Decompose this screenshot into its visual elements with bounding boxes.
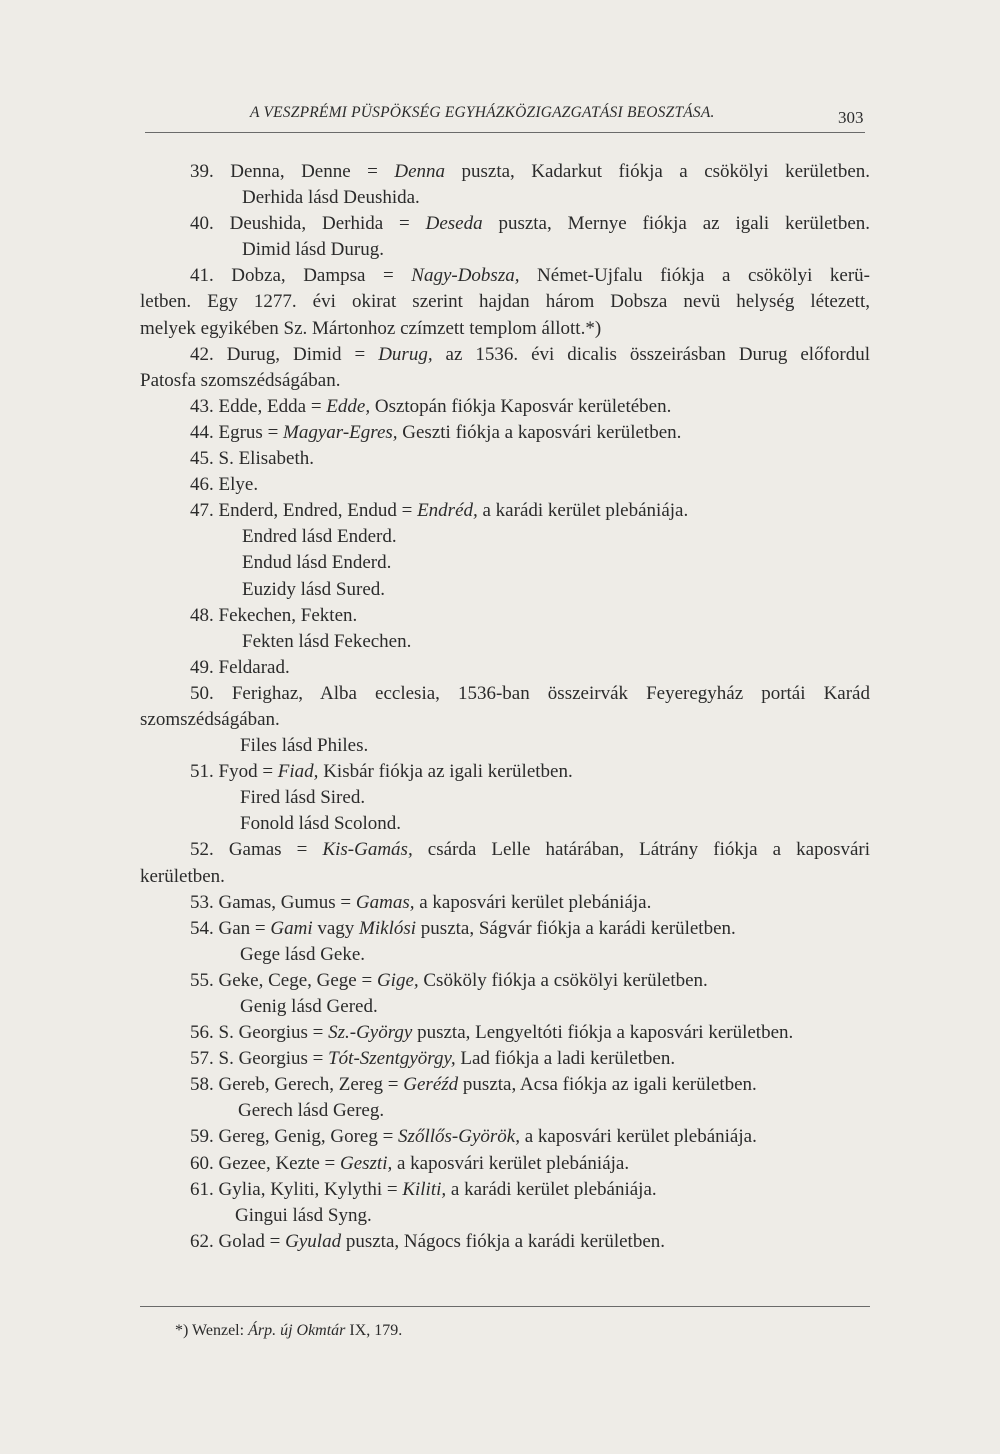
text-segment: puszta, Lengyeltóti fiókja a kaposvári kerületben.: [412, 1022, 794, 1044]
italic-placename: Árp. új Okmtár: [248, 1322, 346, 1339]
text-segment: IX, 179.: [345, 1322, 403, 1339]
entry-line: [140, 498, 870, 524]
text-segment: Fired lásd Sired.: [240, 787, 366, 809]
text-segment: 48. Fekechen, Fekten.: [190, 604, 358, 626]
text-segment: szomszédságában.: [140, 708, 280, 730]
text-segment: Fonold lásd Scolond.: [240, 813, 401, 835]
entry-line: [140, 446, 870, 472]
text-segment: 50. Ferighaz, Alba ecclesia, 1536-ban összeirvák Feyeregyház portái Karád: [190, 682, 870, 704]
text-segment: Lad fiókja a ladi kerületben.: [455, 1048, 676, 1070]
italic-placename: Denna: [394, 161, 446, 182]
italic-placename: Szőllős-Györök,: [398, 1126, 520, 1148]
text-segment: Euzidy lásd Sured.: [242, 578, 386, 600]
italic-placename: Sz.-György: [328, 1022, 413, 1044]
text-segment: 47. Enderd, Endred, Endud =: [190, 500, 418, 522]
text-segment: Fekten lásd Fekechen.: [242, 630, 412, 652]
entry-line: [140, 837, 870, 863]
text-segment: 42. Durug, Dimid =: [190, 343, 379, 365]
entry-line: [140, 577, 870, 603]
text-segment: az 1536. évi dicalis összeirásban Durug előfordul: [432, 343, 870, 365]
text-segment: Endred lásd Enderd.: [242, 526, 397, 548]
italic-placename: Gamas,: [355, 891, 415, 913]
entry-line: [140, 864, 870, 890]
text-segment: 62. Golad =: [190, 1230, 286, 1252]
text-segment: a karádi kerület plebániája.: [477, 500, 689, 522]
entry-line: [140, 681, 870, 707]
text-segment: vagy: [312, 917, 360, 939]
italic-placename: Kis-Gamás,: [322, 839, 413, 861]
entry-line: [140, 550, 870, 576]
text-segment: Gerech lásd Gereg.: [238, 1100, 385, 1122]
text-segment: csárda Lelle határában, Látrány fiókja a kaposvári: [412, 839, 870, 861]
entry-line: [140, 1020, 870, 1046]
entry-line: [140, 342, 870, 368]
italic-placename: Geszti,: [339, 1152, 393, 1174]
text-segment: 60. Gezee, Kezte =: [190, 1152, 340, 1174]
entry-line: [140, 655, 870, 681]
entry-line: [140, 1177, 870, 1203]
entry-line: [140, 185, 870, 211]
text-segment: 61. Gylia, Kyliti, Kylythi =: [190, 1178, 403, 1200]
text-segment: a kaposvári kerület plebániája.: [519, 1126, 757, 1148]
text-segment: Files lásd Philes.: [240, 735, 369, 757]
entry-line: [140, 1098, 870, 1124]
text-segment: 45. S. Elisabeth.: [190, 448, 315, 470]
text-segment: puszta, Nágocs fiókja a karádi kerületben.: [341, 1230, 666, 1252]
entry-list: [140, 159, 870, 1255]
entry-line: [140, 707, 870, 733]
footnote-rule: [140, 1306, 870, 1307]
italic-placename: Kiliti,: [402, 1178, 447, 1200]
entry-line: [140, 759, 870, 785]
text-segment: Csököly fiókja a csökölyi kerületben.: [418, 969, 708, 991]
entry-line: [140, 316, 870, 342]
entry-line: [140, 811, 870, 837]
text-segment: 43. Edde, Edda =: [190, 395, 327, 417]
entry-line: [140, 1124, 870, 1150]
text-segment: puszta, Kadarkut fiókja a csökölyi kerületben.: [445, 161, 871, 182]
text-segment: a karádi kerület plebániája.: [446, 1178, 657, 1200]
running-header-title: A VESZPRÉMI PÜSPÖKSÉG EGYHÁZKÖZIGAZGATÁSI BEOSZTÁSA.: [250, 104, 715, 121]
entry-line: [140, 1046, 870, 1072]
text-segment: Endud lásd Enderd.: [242, 552, 392, 574]
text-segment: 44. Egrus =: [190, 421, 284, 443]
footnote: [175, 1322, 402, 1340]
entry-line: [140, 733, 870, 759]
text-segment: a kaposvári kerület plebániája.: [392, 1152, 630, 1174]
text-segment: letben. Egy 1277. évi okirat szerint hajdan három Dobsza nevü helység létezett,: [140, 291, 870, 313]
text-segment: 59. Gereg, Genig, Goreg =: [190, 1126, 399, 1148]
text-segment: 58. Gereb, Gerech, Zereg =: [190, 1074, 404, 1096]
text-segment: kerületben.: [140, 865, 225, 887]
entry-line: [140, 524, 870, 550]
text-segment: puszta, Acsa fiókja az igali kerületben.: [458, 1074, 757, 1096]
text-segment: 56. S. Georgius =: [190, 1022, 329, 1044]
entry-line: [140, 1072, 870, 1098]
italic-placename: Magyar-Egres,: [283, 421, 398, 443]
text-segment: 40. Deushida, Derhida =: [190, 213, 426, 235]
text-segment: 53. Gamas, Gumus =: [190, 891, 356, 913]
entry-line: [140, 472, 870, 498]
entry-line: [140, 420, 870, 446]
italic-placename: Edde,: [326, 395, 371, 417]
text-segment: Derhida lásd Deushida.: [242, 187, 420, 209]
italic-placename: Gige,: [376, 969, 419, 991]
entry-line: [140, 159, 870, 185]
entry-line: [140, 1229, 870, 1255]
italic-placename: Tót-Szentgyörgy,: [328, 1048, 456, 1070]
text-segment: melyek egyikében Sz. Mártonhoz czímzett templom állott.*): [140, 317, 602, 339]
text-segment: *) Wenzel:: [175, 1322, 249, 1339]
entry-line: [140, 603, 870, 629]
entry-line: [140, 211, 870, 237]
text-segment: puszta, Mernye fiókja az igali kerületben.: [482, 213, 871, 235]
italic-placename: Deseda: [425, 213, 483, 235]
text-segment: 57. S. Georgius =: [190, 1048, 329, 1070]
text-segment: 49. Feldarad.: [190, 656, 290, 678]
text-segment: Geszti fiókja a kaposvári kerületben.: [397, 421, 682, 443]
entry-line: [140, 968, 870, 994]
italic-placename: Miklósi: [359, 917, 417, 939]
text-segment: Gege lásd Geke.: [240, 943, 366, 965]
entry-line: [140, 942, 870, 968]
header-rule: [145, 132, 865, 133]
text-segment: Osztopán fiókja Kaposvár kerületében.: [370, 395, 672, 417]
italic-placename: Geréźd: [403, 1074, 459, 1096]
entry-line: [140, 916, 870, 942]
italic-placename: Fiad,: [277, 761, 319, 783]
text-segment: 39. Denna, Denne =: [190, 161, 395, 182]
entry-line: [140, 994, 870, 1020]
entry-line: [140, 368, 870, 394]
text-segment: Patosfa szomszédságában.: [140, 369, 341, 391]
text-segment: Kisbár fiókja az igali kerületben.: [318, 761, 573, 783]
entry-line: [140, 785, 870, 811]
page-number: 303: [838, 108, 864, 127]
entry-line: [140, 629, 870, 655]
entry-line: [140, 1203, 870, 1229]
italic-placename: Durug,: [378, 343, 433, 365]
text-segment: a kaposvári kerület plebániája.: [414, 891, 652, 913]
entry-line: [140, 289, 870, 315]
text-segment: Genig lásd Gered.: [240, 996, 378, 1017]
italic-placename: Nagy-Dobsza,: [411, 265, 520, 287]
text-segment: 51. Fyod =: [190, 761, 278, 783]
text-segment: 41. Dobza, Dampsa =: [190, 265, 412, 287]
entry-line: [140, 1151, 870, 1177]
text-segment: Gingui lásd Syng.: [235, 1204, 372, 1226]
entry-line: [140, 237, 870, 263]
text-segment: 54. Gan =: [190, 917, 271, 939]
text-segment: 55. Geke, Cege, Gege =: [190, 969, 377, 991]
text-segment: Német-Ujfalu fiókja a csökölyi kerü-: [519, 265, 870, 287]
entry-line: [140, 394, 870, 420]
text-segment: 52. Gamas =: [190, 839, 323, 861]
text-segment: Dimid lásd Durug.: [242, 239, 384, 261]
entry-line: [140, 890, 870, 916]
italic-placename: Gami: [270, 917, 313, 939]
italic-placename: Endréd,: [417, 500, 478, 522]
entry-line: [140, 263, 870, 289]
text-segment: 46. Elye.: [190, 474, 259, 496]
italic-placename: Gyulad: [285, 1230, 342, 1252]
text-segment: puszta, Ságvár fiókja a karádi kerületben.: [416, 917, 736, 939]
